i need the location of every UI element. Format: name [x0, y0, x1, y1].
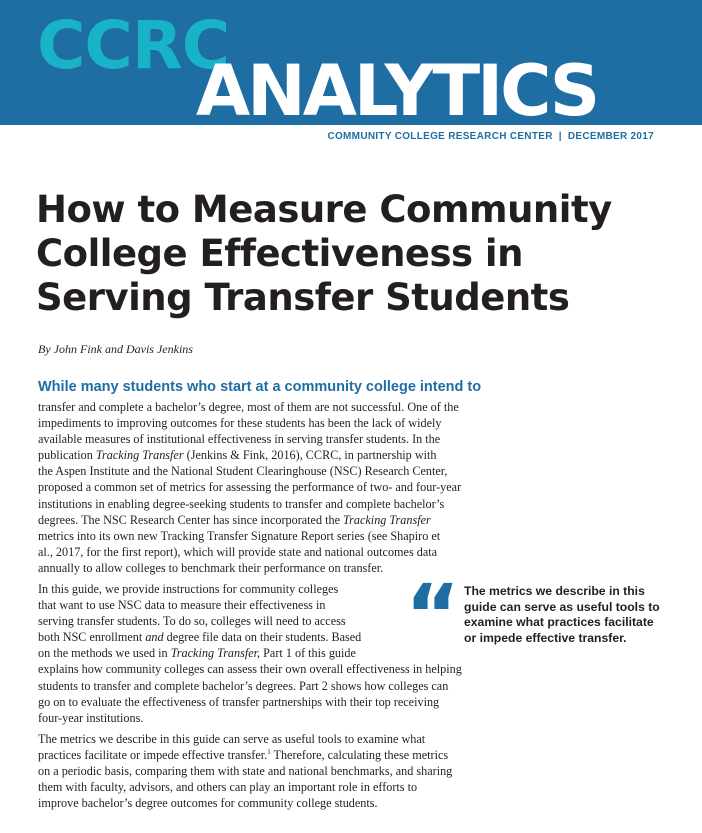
- text-line: available measures of institutional effectiveness in serving transfer students. In the: [38, 432, 441, 447]
- italic-title: and: [145, 630, 164, 645]
- footnote-marker: 1: [267, 748, 271, 757]
- lead-sentence: While many students who start at a community college intend to: [38, 379, 482, 395]
- body-paragraph-1: [38, 399, 508, 576]
- text-line: The metrics we describe in this: [464, 584, 645, 598]
- text-line: four-year institutions.: [38, 710, 144, 725]
- analytics-wordmark: ANALYTICS: [196, 50, 598, 132]
- text-line: proposed a common set of metrics for assessing the performance of two- and four-year: [38, 480, 462, 495]
- text-line: go on to evaluate the effectiveness of transfer partnerships with their top receiving: [38, 694, 440, 709]
- text-line: transfer and complete a bachelor’s degree, most of them are not successful. One of the: [38, 400, 459, 414]
- quote-mark-icon: “: [405, 566, 461, 664]
- organization-name: COMMUNITY COLLEGE RESEARCH CENTER: [327, 131, 553, 142]
- text-line: serving transfer students. To do so, colleges will need to access: [38, 614, 346, 629]
- text-line: In this guide, we provide instructions for community colleges: [38, 582, 339, 596]
- text-line: al., 2017, for the first report), which will provide state and national outcomes data: [38, 544, 438, 559]
- text-line: annually to allow colleges to benchmark their performance on transfer.: [38, 560, 384, 575]
- subhead-separator: |: [558, 131, 562, 142]
- pull-quote: [464, 584, 664, 646]
- text-line: institutions in enabling degree-seeking students to transfer and complete bachelor’s: [38, 496, 445, 511]
- text-line: The metrics we describe in this guide can serve as useful tools to examine what: [38, 732, 426, 746]
- text-line: degrees. The NSC Research Center has since incorporated the Tracking Transfer: [38, 512, 431, 527]
- italic-title: Tracking Transfer: [343, 512, 431, 527]
- text-line: guide can serve as useful tools to: [464, 599, 660, 614]
- text-line: improve bachelor’s degree outcomes for community college students.: [38, 796, 378, 811]
- text-line: them with faculty, advisors, and others can play an important role in efforts to: [38, 780, 418, 795]
- text-line: metrics into its own new Tracking Transfer Signature Report series (see Shapiro et: [38, 528, 441, 543]
- text-line: on a periodic basis, comparing them with state and national benchmarks, and sharing: [38, 764, 453, 779]
- text-line: the Aspen Institute and the National Student Clearinghouse (NSC) Research Center,: [38, 464, 448, 479]
- body-paragraph-3: [38, 731, 508, 811]
- text-line: explains how community colleges can assess their own overall effectiveness in helping: [38, 662, 462, 677]
- italic-title: Tracking Transfer,: [170, 646, 261, 661]
- text-line: examine what practices facilitate: [464, 615, 654, 630]
- text-line: publication Tracking Transfer (Jenkins & Fink, 2016), CCRC, in partnership with: [38, 448, 437, 463]
- text-line: both NSC enrollment and degree file data on their students. Based: [38, 630, 362, 645]
- publication-date: DECEMBER 2017: [567, 131, 654, 142]
- text-line: students to transfer and complete bachelor’s degrees. Part 2 shows how colleges can: [38, 678, 449, 693]
- page-title: How to Measure Community College Effectiveness in Serving Transfer Students: [36, 188, 612, 319]
- text-line: impediments to improving outcomes for these students has been the lack of widely: [38, 416, 442, 431]
- masthead-subhead: [327, 131, 654, 142]
- text-line: practices facilitate or impede effective transfer.$^1$ Therefore, calculating these metrics: [38, 748, 449, 763]
- italic-title: Tracking Transfer: [95, 448, 184, 463]
- ccrc-wordmark: CCRC: [37, 7, 230, 84]
- text-line: or impede effective transfer.: [464, 630, 627, 645]
- text-line: on the methods we used in Tracking Transfer, Part 1 of this guide: [38, 646, 356, 661]
- byline: By John Fink and Davis Jenkins: [38, 342, 193, 356]
- text-line: that want to use NSC data to measure their effectiveness in: [38, 598, 326, 613]
